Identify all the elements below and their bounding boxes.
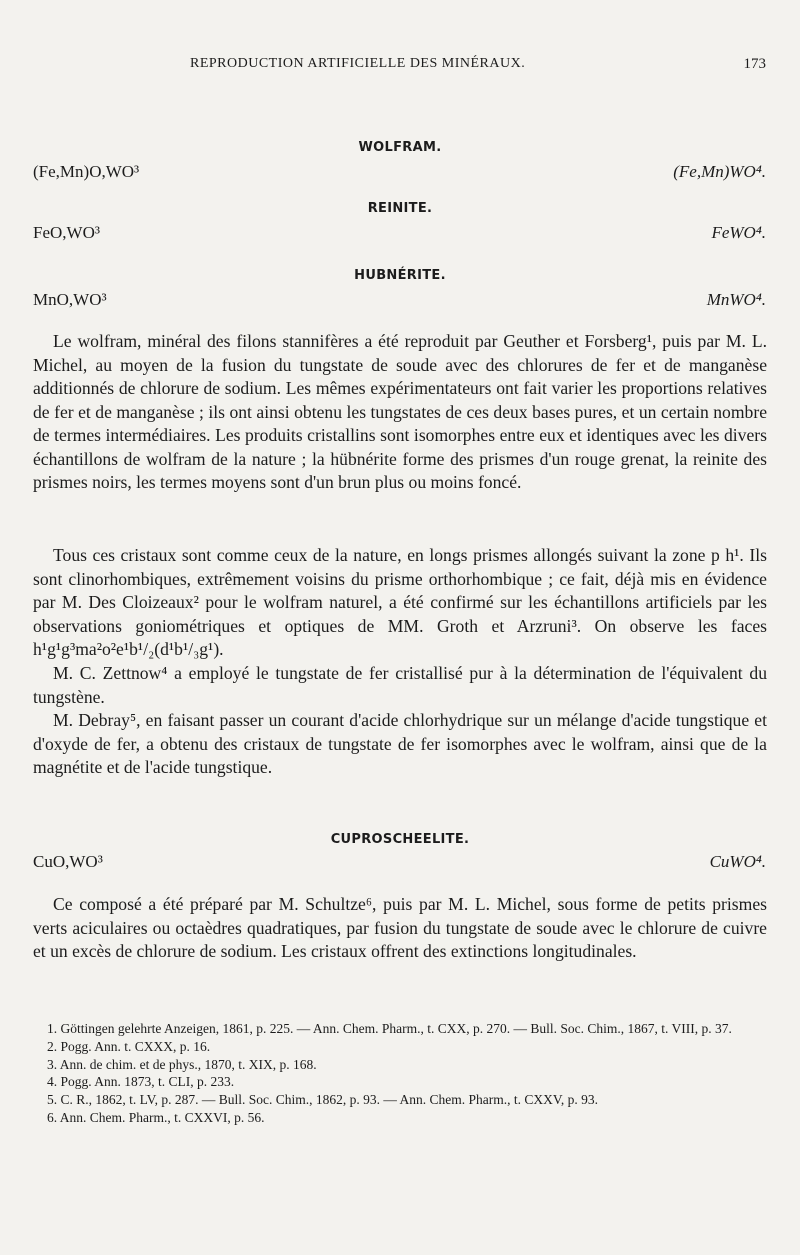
paragraph-crystal-form: Tous ces cristaux sont comme ceux de la nature, en longs prismes allongés suivant la zone p h¹. Ils sont clinorhombiques, extrêmement voisins du prisme orthorhombique ; ce fait, déjà mis en évidence par M. Des Cloizeaux² pour le wolfram naturel, a été confirmé sur les échantillons artificiels par les observations goniométriques et optiques de MM. Groth et Arzruni³. On observe les faces h¹g¹g³ma²o²e¹b¹/₂(d¹b¹/₃g¹). (33, 545, 767, 659)
formula-reinite-oxide: FeO,WO³ (33, 223, 100, 242)
running-header: REPRODUCTION ARTIFICIELLE DES MINÉRAUX. (190, 56, 526, 71)
formula-cuproscheelite-salt: CuWO⁴. (709, 852, 766, 871)
footnote-1: 1. Göttingen gelehrte Anzeigen, 1861, p. 225. — Ann. Chem. Pharm., t. CXX, p. 270. — Bull. Soc. Chim., 1867, t. VIII, p. 37. (47, 1021, 732, 1036)
footnote-2: 2. Pogg. Ann. t. CXXX, p. 16. (47, 1038, 211, 1054)
formula-hubnerite-oxide: MnO,WO³ (33, 290, 107, 309)
footnote-3: 3. Ann. de chim. et de phys., 1870, t. XIX, p. 168. (47, 1056, 317, 1072)
formula-wolfram-salt: (Fe,Mn)WO⁴. (673, 162, 766, 181)
formula-cuproscheelite-oxide: CuO,WO³ (33, 852, 103, 871)
paragraph-wolfram-synthesis: Le wolfram, minéral des filons stannifères a été reproduit par Geuther et Forsberg¹, puis par M. L. Michel, au moyen de la fusion du tungstate de soude avec des chlorures de fer et de manganèse additionnés de chlorure de sodium. Les mêmes expérimentateurs ont fait varier les proportions relatives de fer et de manganèse ; ils ont ainsi obtenu les tungstates de ces deux bases pures, et un certain nombre de termes intermédiaires. Les produits cristallins sont isomorphes entre eux et identiques avec les divers échantillons de wolfram de la nature ; la hübnérite forme des prismes d'un rouge grenat, la reinite des prismes noirs, les termes moyens sont d'un brun plus ou moins foncé. (33, 331, 767, 492)
formula-reinite-salt: FeWO⁴. (711, 223, 766, 242)
section-title-reinite: REINITE. (367, 201, 433, 216)
footnote-5: 5. C. R., 1862, t. LV, p. 287. — Bull. Soc. Chim., 1862, p. 93. — Ann. Chem. Pharm., t. CXXV, p. 93. (47, 1092, 599, 1108)
page-number: 173 (743, 56, 766, 72)
paragraph-debray: M. Debray⁵, en faisant passer un courant d'acide chlorhydrique sur un mélange d'acide tungstique et d'oxyde de fer, a obtenu des cristaux de tungstate de fer isomorphes avec le wolfram, ainsi que de la magnétite et de l'acide tungstique. (33, 710, 767, 777)
section-title-wolfram: WOLFRAM. (358, 140, 442, 155)
paragraph-cuproscheelite: Ce composé a été préparé par M. Schultze⁶, puis par M. L. Michel, sous forme de petits prismes verts aciculaires ou octaèdres quadratiques, par fusion du tungstate de soude avec le chlorure de cuivre et un excès de chlorure de sodium. Les cristaux offrent des extinctions longitudinales. (33, 894, 767, 961)
paragraph-zettnow: M. C. Zettnow⁴ a employé le tungstate de fer cristallisé pur à la détermination de l'équivalent du tungstène. (33, 663, 767, 707)
footnotes (33, 1020, 767, 1127)
section-title-cuproscheelite: CUPROSCHEELITE. (330, 832, 470, 847)
formula-hubnerite-salt: MnWO⁴. (706, 290, 766, 309)
footnote-4: 4. Pogg. Ann. 1873, t. CLI, p. 233. (47, 1074, 235, 1090)
formula-wolfram-oxide: (Fe,Mn)O,WO³ (33, 162, 140, 181)
section-title-hubnerite: HUBNÉRITE. (354, 268, 446, 283)
footnote-6: 6. Ann. Chem. Pharm., t. CXXVI, p. 56. (47, 1109, 265, 1125)
